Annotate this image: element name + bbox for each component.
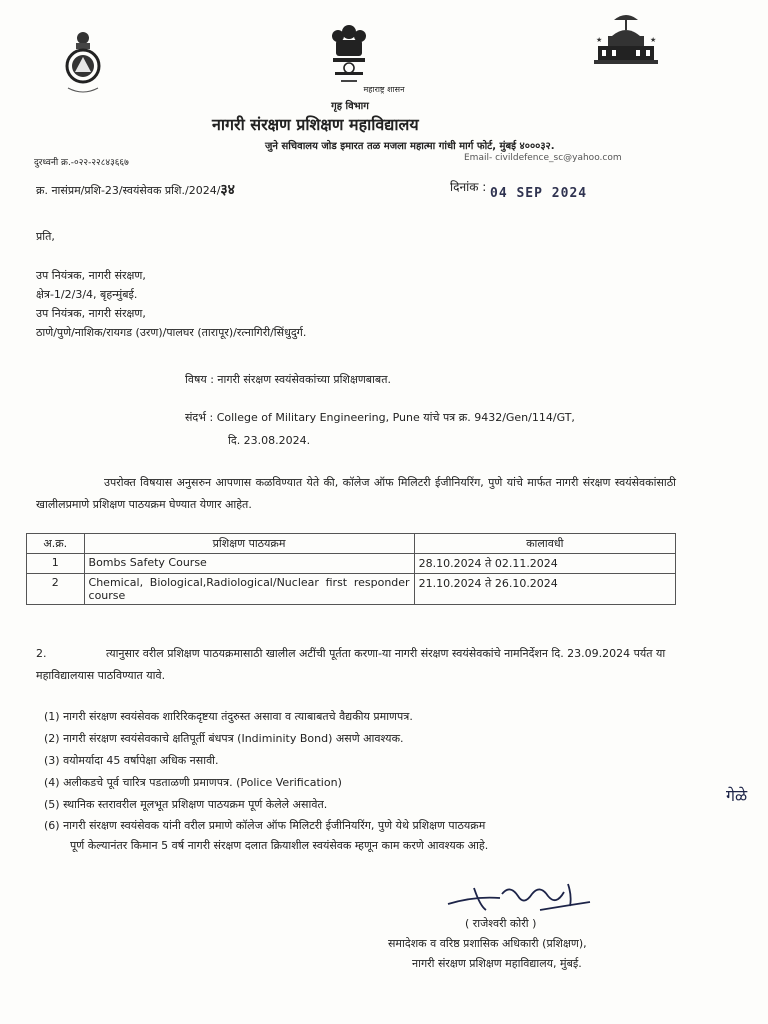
table-row <box>27 554 676 574</box>
nomination-text: त्यानुसार वरील प्रशिक्षण पाठयक्रमासाठी खालील अटींची पूर्तता करणा-या नागरी संरक्षण स्वयंसेवकांचे नामनिर्देशन दि. 23.09.2024 पर्यत या महाविद्यालयास पाठविण्यात यावे. <box>36 647 666 682</box>
list-item: (5) स्थानिक स्तरावरील मूलभूत प्रशिक्षण पाठयक्रम पूर्ण केलेले असावेत. <box>44 798 328 811</box>
col-header-period: कालावधी <box>414 534 675 554</box>
govt-name: महाराष्ट्र शासन <box>363 85 405 94</box>
department-name: गृह विभाग <box>331 101 369 112</box>
table-header-row <box>27 534 676 554</box>
reference-date: दि. 23.08.2024. <box>228 434 311 447</box>
nomination-paragraph <box>36 643 676 687</box>
list-item: (2) नागरी संरक्षण स्वयंसेवकाचे क्षतिपूर्ती बंधपत्र (Indiminity Bond) असणे आवश्यक. <box>44 732 404 745</box>
col-header-course: प्रशिक्षण पाठयक्रम <box>84 534 414 554</box>
list-item <box>44 816 684 856</box>
course-table <box>26 533 676 605</box>
date-stamp: 04 SEP 2024 <box>490 186 588 201</box>
conditions-list <box>44 706 684 856</box>
college-address: जुने सचिवालय जोड इमारत तळ मजला महात्मा गांधी मार्ग फोर्ट, मुंबई ४०००३२. <box>265 141 555 152</box>
recipient-line: उप नियंत्रक, नागरी संरक्षण, <box>36 307 146 320</box>
reference-number-text: क्र. नासंप्रम/प्रशि-23/स्वयंसेवक प्रशि./2024/ <box>36 184 221 197</box>
list-item: (1) नागरी संरक्षण स्वयंसेवक शारिरिकदृष्टया तंदुरुस्त असावा व त्याबाबतचे वैद्यकीय प्रमाणपत्र. <box>44 710 413 723</box>
svg-text:★: ★ <box>596 36 603 44</box>
list-item: (3) वयोमर्यादा 45 वर्षापेक्षा अधिक नसावी. <box>44 754 219 767</box>
recipient-line: क्षेत्र-1/2/3/4, बृहन्मुंबई. <box>36 288 138 301</box>
svg-text:★: ★ <box>650 36 657 44</box>
reference-number <box>36 180 235 199</box>
condition-six-text: (6) नागरी संरक्षण स्वयंसेवक यांनी वरील प्रमाणे कॉलेज ऑफ मिलिटरी ईजीनियरिंग, पुणे येथे प्रशिक्षण पाठयक्रम <box>44 819 486 832</box>
recipient-line: उप नियंत्रक, नागरी संरक्षण, <box>36 269 146 282</box>
cell-period: 21.10.2024 ते 26.10.2024 <box>414 574 675 605</box>
ashoka-emblem-icon <box>326 20 372 90</box>
table-row <box>27 574 676 605</box>
paragraph-number: 2. <box>36 647 47 660</box>
recipient-address <box>36 266 306 342</box>
recipient-line: ठाणे/पुणे/नाशिक/रायगड (उरण)/पालघर (तारापूर)/रत्नागिरी/सिंधुदुर्ग. <box>36 326 307 339</box>
cell-course: Chemical, Biological,Radiological/Nuclear first responder course <box>84 574 414 605</box>
reference-line: संदर्भ : College of Military Engineering, Pune यांचे पत्र क्र. 9432/Gen/114/GT, <box>185 411 575 424</box>
cell-course: Bombs Safety Course <box>84 554 414 574</box>
phone-number: दुरध्वनी क्र.-०२२-२२८४३६६७ <box>34 158 129 168</box>
cell-serial: 2 <box>27 574 85 605</box>
to-label: प्रति, <box>36 230 55 243</box>
email-address: Email- civildefence_sc@yahoo.com <box>464 153 622 163</box>
intro-paragraph: उपरोक्त विषयास अनुसरुन आपणास कळविण्यात येते की, कॉलेज ऑफ मिलिटरी ईजीनियरिंग, पुणे यांचे मार्फत नागरी संरक्षण स्वयंसेवकांसाठी खालीलप्रमाणे प्रशिक्षण पाठयक्रम घेण्यात येणार आहेत. <box>36 476 676 511</box>
cell-serial: 1 <box>27 554 85 574</box>
signatory-title: समादेशक व वरिष्ठ प्रशासिक अधिकारी (प्रशिक्षण), <box>388 937 587 950</box>
margin-handwritten-note: गेळे <box>726 786 748 805</box>
handwritten-number: ३४ <box>220 182 235 198</box>
signatory-org: नागरी संरक्षण प्रशिक्षण महाविद्यालय, मुंबई. <box>412 957 582 970</box>
college-title: नागरी संरक्षण प्रशिक्षण महाविद्यालय <box>212 115 419 134</box>
signature-icon <box>444 876 594 916</box>
list-item: (4) अलीकडचे पूर्व चारित्र पडताळणी प्रमाणपत्र. (Police Verification) <box>44 776 342 789</box>
col-header-serial: अ.क्र. <box>27 534 85 554</box>
condition-six-continuation: पूर्ण केल्यानंतर किमान 5 वर्ष नागरी संरक्षण दलात क्रियाशील स्वयंसेवक म्हणून काम करणे आवश्यक आहे. <box>70 839 489 852</box>
subject-line: विषय : नागरी संरक्षण स्वयंसेवकांच्या प्रशिक्षणबाबत. <box>185 373 391 386</box>
date-label: दिनांक : <box>450 180 487 194</box>
signatory-name: ( राजेश्वरी कोरी ) <box>465 917 537 930</box>
cell-period: 28.10.2024 ते 02.11.2024 <box>414 554 675 574</box>
college-building-emblem-icon <box>590 12 662 67</box>
